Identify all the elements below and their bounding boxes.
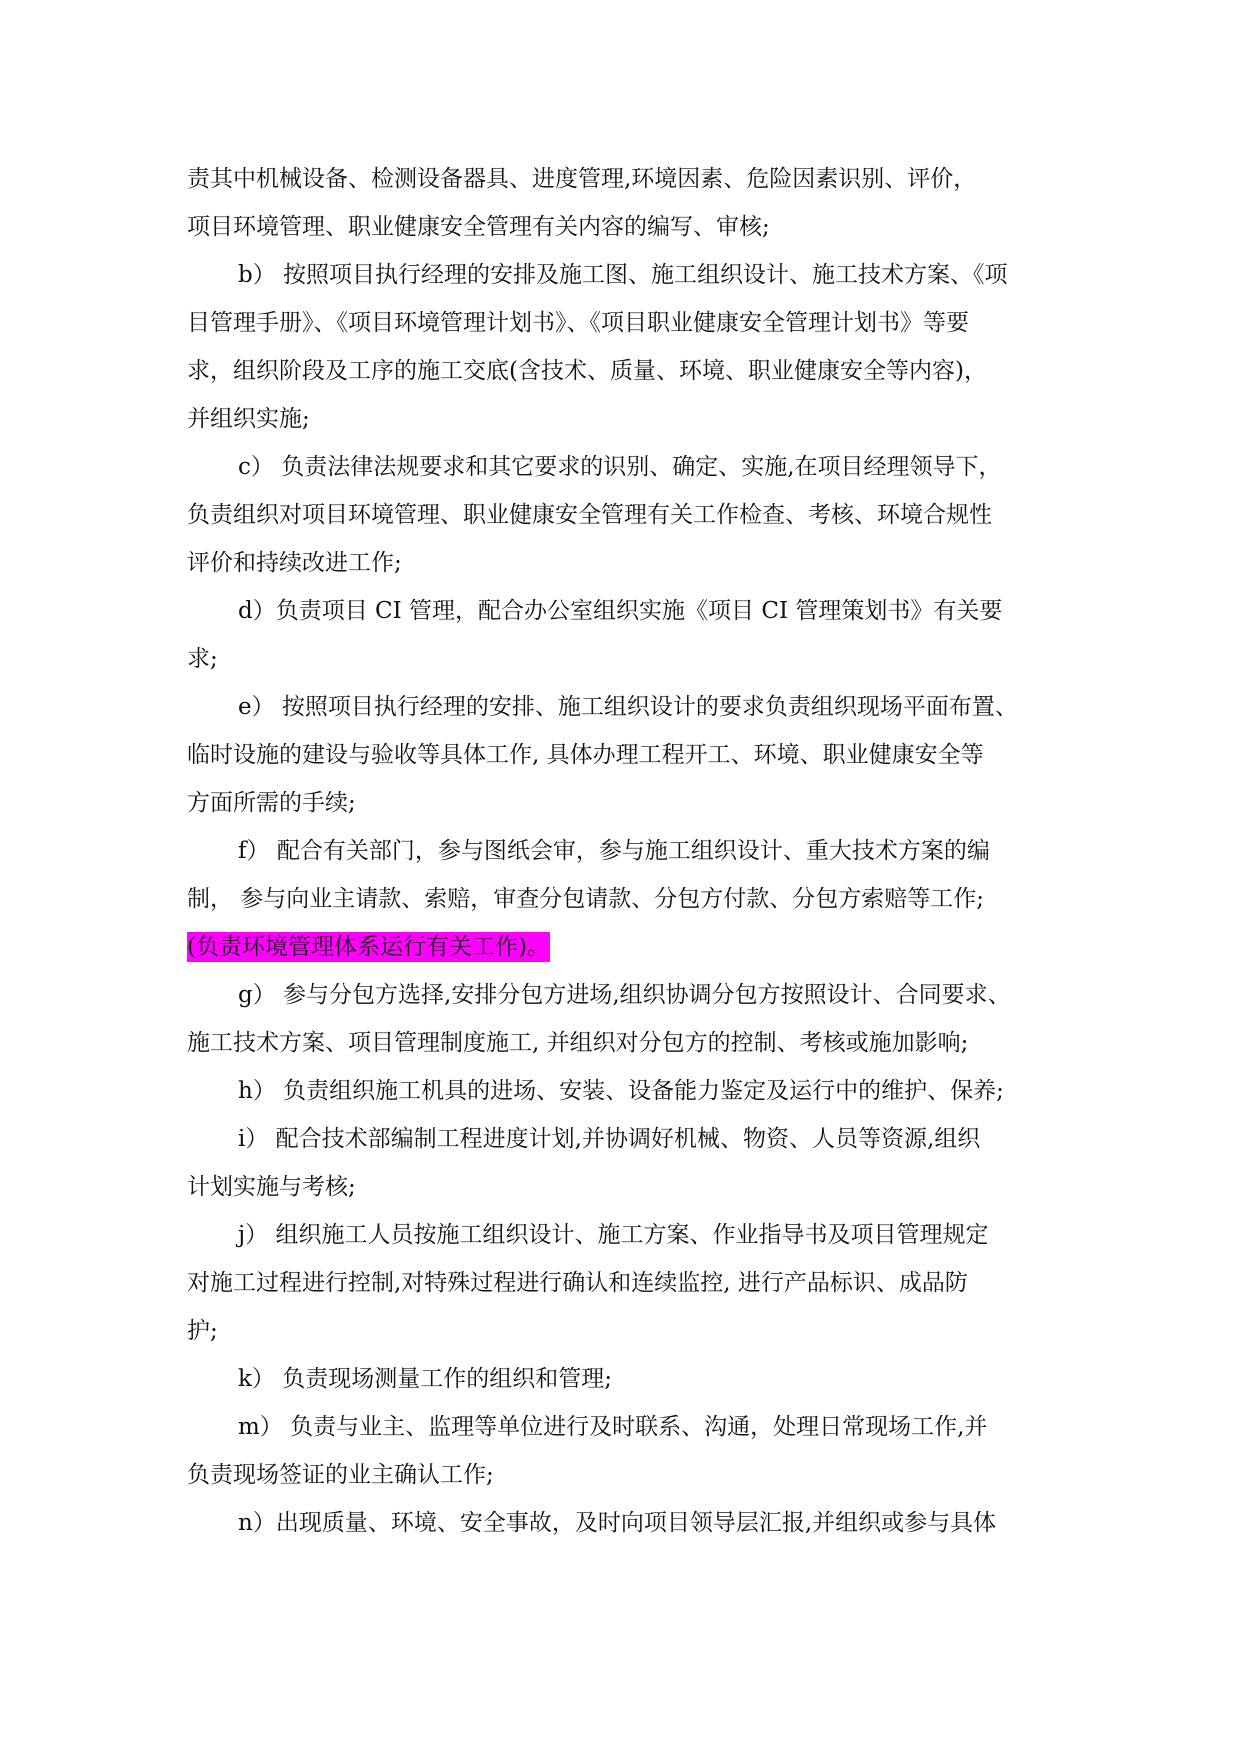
document-body — [187, 155, 1087, 1547]
text-line: n）出现质量、环境、安全事故，及时向项目领导层汇报,并组织或参与具体 — [238, 1510, 997, 1536]
paragraph-intro — [187, 155, 1087, 251]
text-line: f） 配合有关部门，参与图纸会审，参与施工组织设计、重大技术方案的编 — [238, 838, 990, 864]
text-line: 负责组织对项目环境管理、职业健康安全管理有关工作检查、考核、环境合规性 — [187, 502, 992, 528]
text-line: 并组织实施; — [187, 406, 310, 432]
paragraph-e — [187, 683, 1087, 827]
text-line: h） 负责组织施工机具的进场、安装、设备能力鉴定及运行中的维护、保养; — [238, 1078, 1004, 1104]
text-line: b） 按照项目执行经理的安排及施工图、施工组织设计、施工技术方案、《项 — [238, 262, 1008, 288]
paragraph-j — [187, 1211, 1087, 1355]
paragraph-n — [187, 1499, 1087, 1547]
text-line: k） 负责现场测量工作的组织和管理; — [238, 1366, 612, 1392]
paragraph-h — [187, 1067, 1087, 1115]
text-line: i） 配合技术部编制工程进度计划,并协调好机械、物资、人员等资源,组织 — [238, 1126, 981, 1152]
text-line: e） 按照项目执行经理的安排、施工组织设计的要求负责组织现场平面布置、 — [238, 694, 1018, 720]
text-line: 评价和持续改进工作; — [187, 550, 402, 576]
highlighted-text: (负责环境管理体系运行有关工作)。 — [187, 934, 550, 960]
text-line: 对施工过程进行控制,对特殊过程进行确认和连续监控, 进行产品标识、成品防 — [187, 1270, 968, 1296]
text-line: j） 组织施工人员按施工组织设计、施工方案、作业指导书及项目管理规定 — [238, 1222, 989, 1248]
paragraph-g — [187, 971, 1087, 1067]
text-line: 施工技术方案、项目管理制度施工, 并组织对分包方的控制、考核或施加影响; — [187, 1030, 969, 1056]
text-line: g） 参与分包方选择,安排分包方进场,组织协调分包方按照设计、合同要求、 — [238, 982, 1011, 1008]
text-line: 临时设施的建设与验收等具体工作, 具体办理工程开工、环境、职业健康安全等 — [187, 742, 984, 768]
text-line: 方面所需的手续; — [187, 790, 356, 816]
paragraph-i — [187, 1115, 1087, 1211]
paragraph-m — [187, 1403, 1087, 1499]
text-line: 求; — [187, 646, 218, 672]
highlight-line — [187, 923, 1087, 971]
text-line: c） 负责法律法规要求和其它要求的识别、确定、实施,在项目经理领导下， — [238, 454, 1002, 480]
text-line: 计划实施与考核; — [187, 1174, 356, 1200]
text-line: 目管理手册》、《项目环境管理计划书》、《项目职业健康安全管理计划书》等要 — [187, 310, 969, 336]
paragraph-d — [187, 587, 1087, 683]
text-line: m） 负责与业主、监理等单位进行及时联系、沟通，处理日常现场工作,并 — [238, 1414, 988, 1440]
paragraph-k — [187, 1355, 1087, 1403]
paragraph-b — [187, 251, 1087, 443]
text-line: 责其中机械设备、检测设备器具、进度管理,环境因素、危险因素识别、评价， — [187, 166, 977, 192]
paragraph-c — [187, 443, 1087, 587]
text-line: 护; — [187, 1318, 218, 1344]
paragraph-f — [187, 827, 1087, 971]
text-line: 制， 参与向业主请款、索赔，审查分包请款、分包方付款、分包方索赔等工作; — [187, 886, 985, 912]
text-line: 负责现场签证的业主确认工作; — [187, 1462, 494, 1488]
text-line: d）负责项目 CI 管理，配合办公室组织实施《项目 CI 管理策划书》有关要 — [238, 598, 1003, 624]
text-line: 项目环境管理、职业健康安全管理有关内容的编写、审核; — [187, 214, 770, 240]
text-line: 求，组织阶段及工序的施工交底(含技术、质量、环境、职业健康安全等内容)， — [187, 358, 987, 384]
